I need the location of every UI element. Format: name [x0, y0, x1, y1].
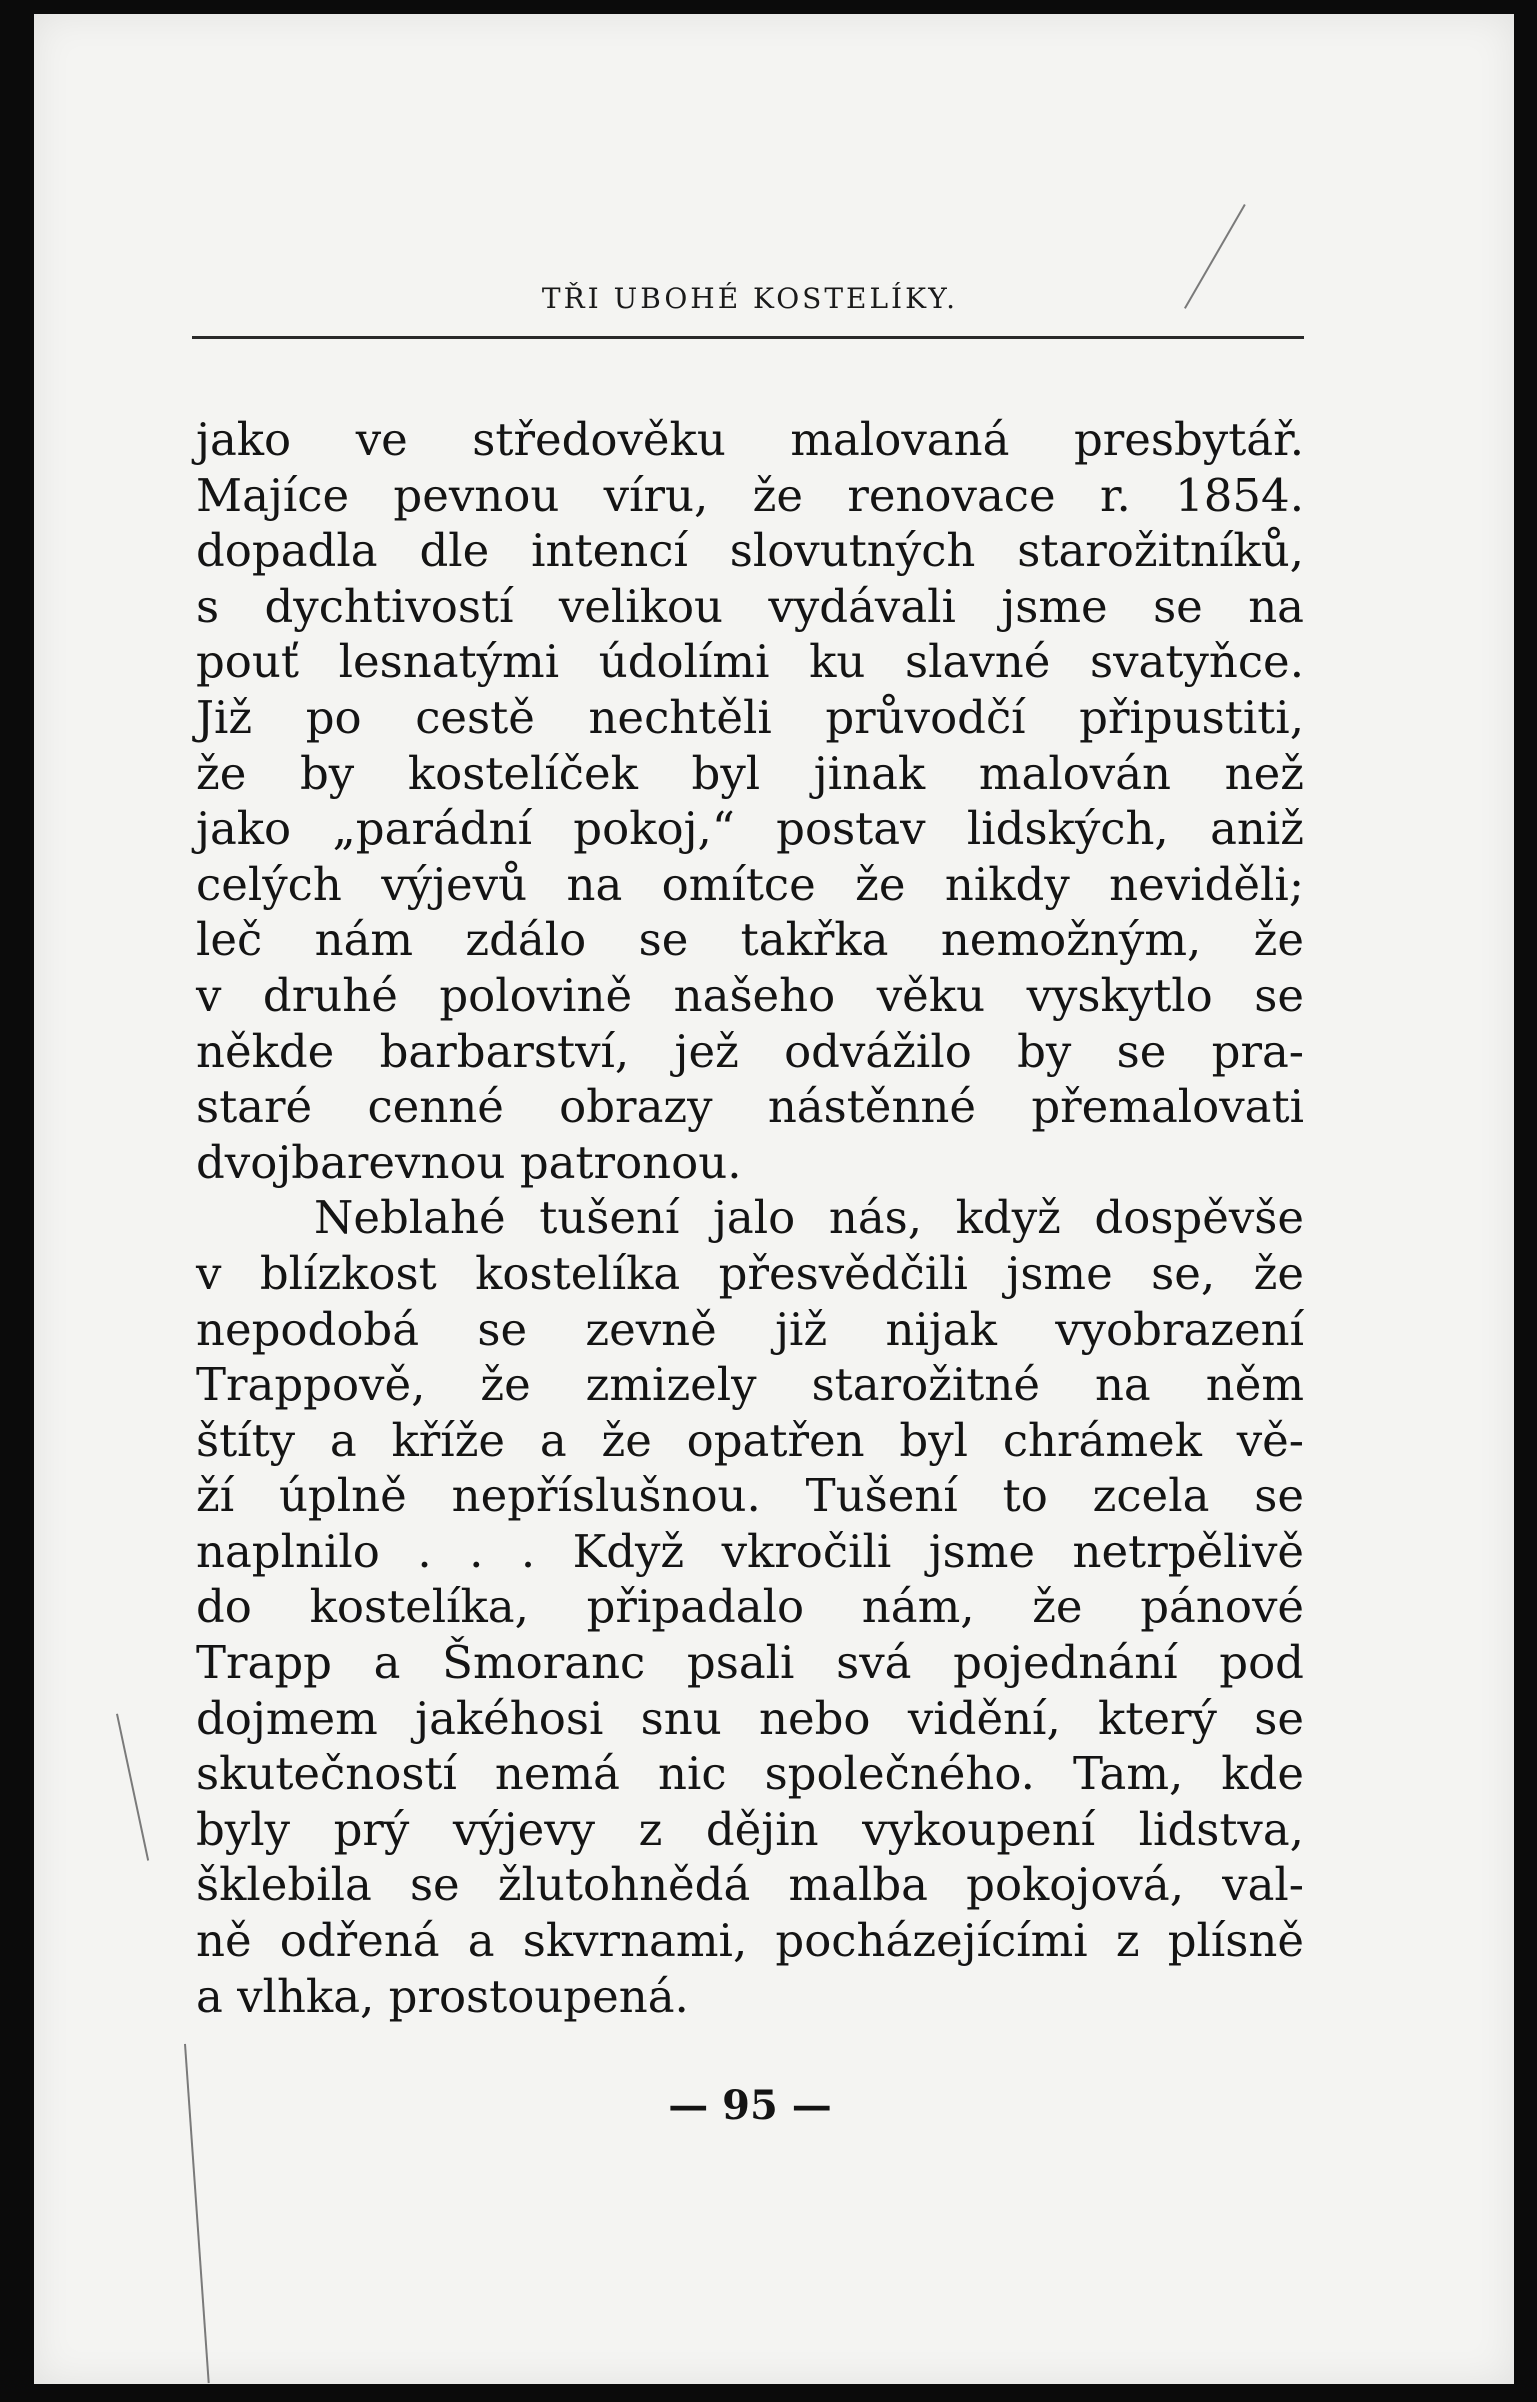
- running-head: TŘI UBOHÉ KOSTELÍKY.: [541, 282, 959, 315]
- text-line: Trapp a Šmoranc psali svá pojednání pod: [196, 1636, 1304, 1690]
- text-line: Neblahé tušení jalo nás, když dospěvše: [314, 1191, 1304, 1245]
- text-line: Již po cestě nechtěli průvodčí připustiti,: [196, 690, 1304, 744]
- text-line: do kostelíka, připadalo nám, že pánové: [196, 1580, 1304, 1634]
- text-line: někde barbarství, jež odvážilo by se pra-: [196, 1024, 1304, 1078]
- text-line: v druhé polovině našeho věku vyskytlo se: [196, 968, 1304, 1022]
- text-line: byly prý výjevy z dějin vykoupení lidstva,: [196, 1802, 1304, 1856]
- text-line: s dychtivostí velikou vydávali jsme se na: [196, 579, 1304, 633]
- text-line: staré cenné obrazy nástěnné přemalovati: [196, 1080, 1304, 1134]
- text-line: Trappově, že zmizely starožitné na něm: [196, 1358, 1304, 1412]
- scan-scratch: [116, 1714, 149, 1861]
- text-line: v blízkost kostelíka přesvědčili jsme se, že: [196, 1246, 1304, 1300]
- page-number: — 95 —: [668, 2082, 832, 2129]
- text-line: dopadla dle intencí slovutných starožitníků,: [196, 524, 1304, 578]
- body-text: [196, 412, 1304, 2024]
- text-line: šklebila se žlutohnědá malba pokojová, val-: [196, 1858, 1304, 1912]
- text-line: ží úplně nepříslušnou. Tušení to zcela se: [196, 1469, 1304, 1523]
- text-line: nepodobá se zevně již nijak vyobrazení: [196, 1302, 1304, 1356]
- text-line: celých výjevů na omítce že nikdy neviděli;: [196, 857, 1304, 911]
- text-line: leč nám zdálo se takřka nemožným, že: [196, 913, 1304, 967]
- text-line: naplnilo . . . Když vkročili jsme netrpělivě: [196, 1524, 1304, 1578]
- text-line: skutečností nemá nic společného. Tam, kde: [196, 1747, 1304, 1801]
- text-line: pouť lesnatými údolími ku slavné svatyňce.: [196, 635, 1304, 689]
- text-line: a vlhka, prostoupená.: [196, 1969, 689, 2023]
- text-line: jako ve středověku malovaná presbytář.: [196, 413, 1304, 466]
- text-line: jako „parádní pokoj,“ postav lidských, aniž: [196, 802, 1304, 856]
- text-line: dojmem jakéhosi snu nebo vidění, který se: [196, 1691, 1304, 1745]
- text-line: dvojbarevnou patronou.: [196, 1135, 742, 1189]
- text-line: že by kostelíček byl jinak malován než: [196, 746, 1304, 800]
- text-line: Majíce pevnou víru, že renovace r. 1854.: [196, 468, 1304, 522]
- text-line: ně odřená a skvrnami, pocházejícími z plísně: [196, 1914, 1304, 1968]
- header-rule: [192, 336, 1304, 339]
- text-line: štíty a kříže a že opatřen byl chrámek vě-: [196, 1413, 1304, 1467]
